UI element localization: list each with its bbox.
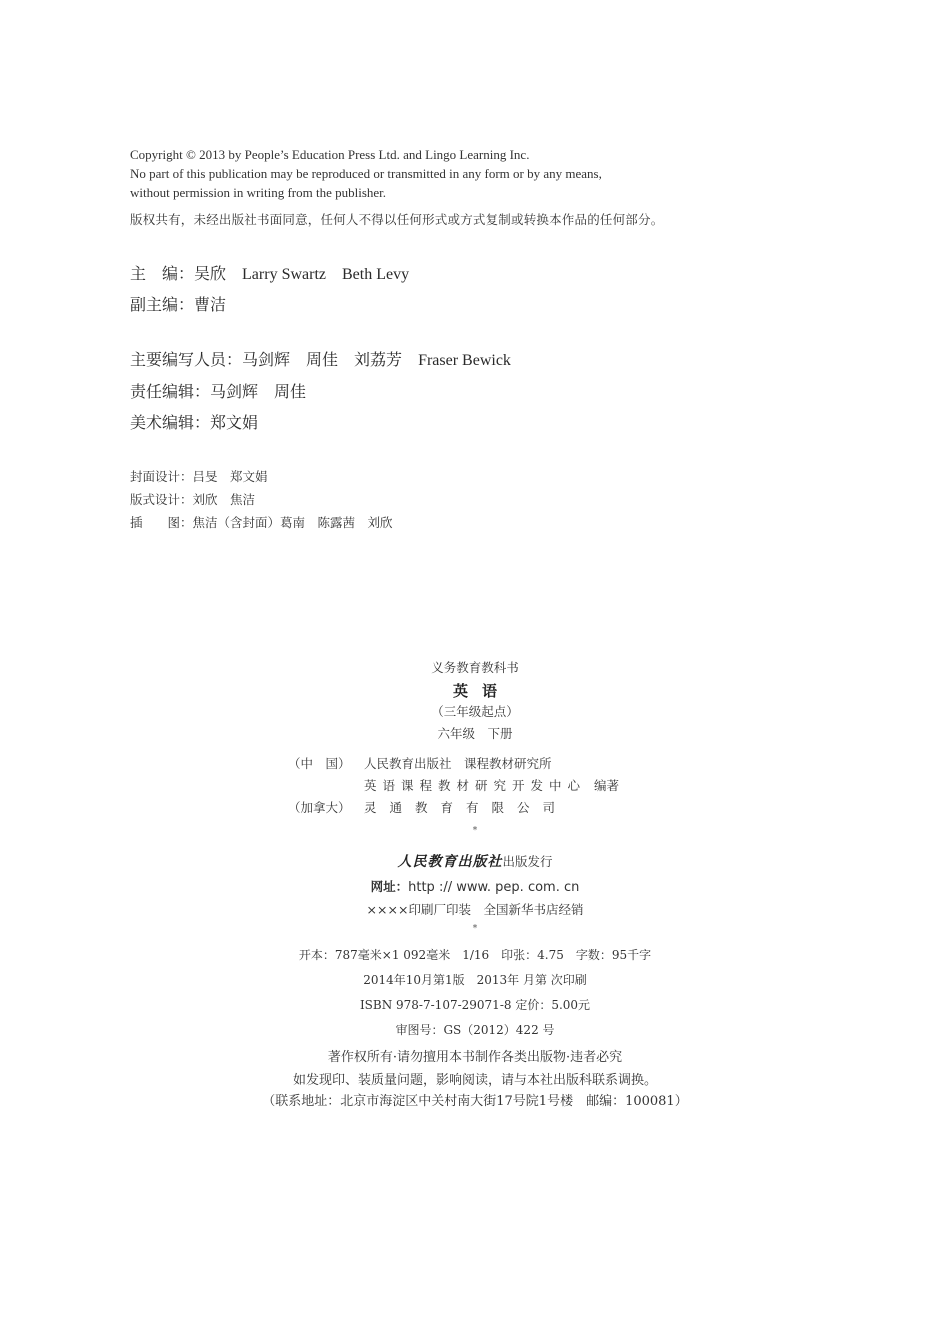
copyright-line-2: No part of this publication may be reproduced or transmitted in any form or by any means, [130, 166, 602, 181]
copyright-line-1: Copyright © 2013 by People’s Education Press Ltd. and Lingo Learning Inc. [130, 147, 530, 162]
chief-editor-label: 主 编： [130, 264, 195, 283]
art-editor-row [130, 410, 258, 433]
responsible-editor-1: 马剑辉 [210, 382, 259, 401]
main-writer-3: 刘荔芳 [354, 350, 403, 369]
deputy-editor-name: 曹洁 [194, 295, 227, 314]
press-suffix: 出版发行 [502, 854, 553, 869]
main-writers-label: 主要编写人员： [130, 350, 243, 369]
website-line [0, 876, 950, 895]
publisher-org-1: 人民教育出版社 课程教材研究所 [364, 756, 552, 771]
series-name: 义务教育教科书 [431, 660, 519, 675]
cover-design-row [130, 467, 268, 485]
main-writers-row [130, 347, 511, 370]
publisher-org-3: 灵通教育有限公司 [364, 800, 569, 815]
contact-address: （联系地址：北京市海淀区中关村南大街17号院1号楼 邮编：100081） [262, 1094, 688, 1109]
art-editor-name: 郑文娟 [210, 413, 259, 432]
cover-design-label: 封面设计： [130, 469, 193, 484]
layout-design-names: 刘欣 焦洁 [192, 492, 256, 507]
website-label: 网址： [370, 879, 409, 894]
layout-design-row [130, 490, 255, 508]
responsible-editor-row [130, 379, 306, 402]
publisher-role: 编著 [594, 778, 620, 793]
publisher-country-2: （加拿大） [288, 800, 351, 815]
book-volume: 六年级 下册 [437, 726, 513, 741]
deputy-editor-label: 副主编： [130, 295, 195, 314]
main-writer-2: 周佳 [306, 350, 339, 369]
printing-info: ××××印刷厂印装 全国新华书店经销 [366, 902, 584, 917]
book-subtitle: （三年级起点） [431, 704, 519, 719]
responsible-editor-label: 责任编辑： [130, 382, 211, 401]
deputy-editor-row [130, 292, 226, 315]
chief-editor-name-zh: 吴欣 [194, 264, 227, 283]
illustration-row [130, 513, 393, 531]
map-review-number: 审图号：GS（2012）422 号 [395, 1023, 555, 1037]
quality-notice: 如发现印、装质量问题，影响阅读，请与本社出版科联系调换。 [292, 1073, 657, 1088]
book-title: 英语 [452, 682, 511, 700]
rights-notice: 著作权所有·请勿擅用本书制作各类出版物·违者必究 [327, 1050, 623, 1065]
publisher-country-1: （中 国） [288, 756, 351, 771]
illustration-label: 插 图： [130, 515, 193, 530]
chief-editor-name-en-2: Beth Levy [342, 266, 410, 283]
chief-editor-row [130, 261, 409, 284]
copyright-line-3: without permission in writing from the publisher. [130, 185, 387, 200]
main-writer-1: 马剑辉 [242, 350, 291, 369]
layout-design-label: 版式设计： [130, 492, 193, 507]
website-url: http :// www. pep. com. cn [408, 880, 580, 895]
main-writer-en: Fraser Bewick [418, 352, 511, 369]
copyright-notice-zh: 版权共有，未经出版社书面同意，任何人不得以任何形式或方式复制或转换本作品的任何部分。 [130, 212, 664, 227]
edition-info: 2014年10月第1版 2013年 月第 次印刷 [363, 973, 587, 987]
isbn-price: ISBN 978-7-107-29071-8 定价：5.00元 [359, 998, 591, 1012]
art-editor-label: 美术编辑： [130, 413, 211, 432]
press-line [0, 851, 950, 871]
cover-design-names: 吕旻 郑文娟 [192, 469, 268, 484]
publisher-org-2: 英语课程教材研究开发中心 [364, 778, 587, 793]
press-logo-calligraphy: 人民教育出版社 [397, 854, 503, 870]
chief-editor-name-en-1: Larry Swartz [242, 266, 326, 283]
format-specs: 开本：787毫米×1 092毫米 1/16 印张：4.75 字数：95千字 [298, 948, 652, 962]
separator-star-1: * [472, 826, 478, 836]
responsible-editor-2: 周佳 [274, 382, 307, 401]
illustration-names: 焦洁（含封面）葛南 陈露茜 刘欣 [192, 515, 393, 530]
separator-star-2: * [472, 924, 478, 934]
